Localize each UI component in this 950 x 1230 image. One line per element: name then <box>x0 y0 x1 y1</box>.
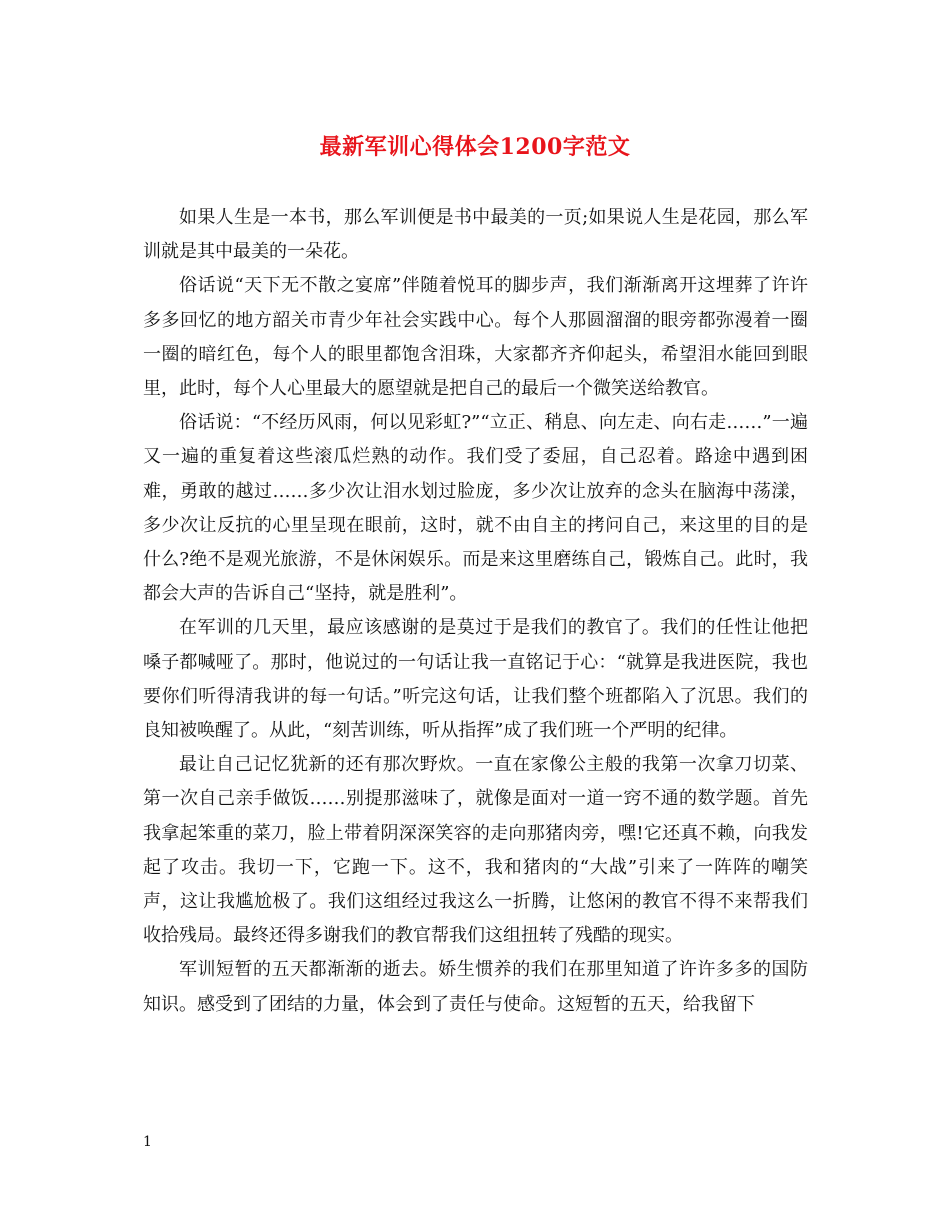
document-body <box>143 201 808 1022</box>
paragraph: 最让自己记忆犹新的还有那次野炊。一直在家像公主般的我第一次拿刀切菜、第一次自己亲手做饭……别提那滋味了，就像是面对一道一窍不通的数学题。首先我拿起笨重的菜刀，脸上带着阴深深笑容的走向那猪肉旁，嘿!它还真不赖，向我发起了攻击。我切一下，它跑一下。这不，我和猪肉的“大战”引来了一阵阵的嘲笑声，这让我尴尬极了。我们这组经过我这么一折腾，让悠闲的教官不得不来帮我们收拾残局。最终还得多谢我们的教官帮我们这组扭转了残酷的现实。 <box>143 754 808 947</box>
paragraph: 在军训的几天里，最应该感谢的是莫过于是我们的教官了。我们的任性让他把嗓子都喊哑了。那时，他说过的一句话让我一直铭记于心：“就算是我进医院，我也要你们听得清我讲的每一句话。”听完这句话，让我们整个班都陷入了沉思。我们的良知被唤醒了。从此，“刻苦训练，听从指挥”成了我们班一个严明的纪律。 <box>143 617 808 742</box>
page-number: 1 <box>143 1134 152 1150</box>
paragraph: 军训短暂的五天都渐渐的逝去。娇生惯养的我们在那里知道了许许多多的国防知识。感受到了团结的力量，体会到了责任与使命。这短暂的五天，给我留下 <box>143 959 808 1015</box>
document-title: 最新军训心得体会1200字范文 <box>319 134 631 160</box>
paragraph: 如果人生是一本书，那么军训便是书中最美的一页;如果说人生是花园，那么军训就是其中最美的一朵花。 <box>143 207 808 263</box>
paragraph: 俗话说：“不经历风雨，何以见彩虹?”“立正、稍息、向左走、向右走……”一遍又一遍的重复着这些滚瓜烂熟的动作。我们受了委屈，自己忍着。路途中遇到困难，勇敢的越过……多少次让泪水划过脸庞，多少次让放弃的念头在脑海中荡漾，多少次让反抗的心里呈现在眼前，这时，就不由自主的拷问自己，来这里的目的是什么?绝不是观光旅游，不是休闲娱乐。而是来这里磨练自己，锻炼自己。此时，我都会大声的告诉自己“坚持，就是胜利”。 <box>143 412 808 605</box>
paragraph: 俗话说“天下无不散之宴席”伴随着悦耳的脚步声，我们渐渐离开这埋葬了许许多多回忆的地方韶关市青少年社会实践中心。每个人那圆溜溜的眼旁都弥漫着一圈一圈的暗红色，每个人的眼里都饱含泪珠，大家都齐齐仰起头，希望泪水能回到眼里，此时，每个人心里最大的愿望就是把自己的最后一个微笑送给教官。 <box>143 275 808 400</box>
